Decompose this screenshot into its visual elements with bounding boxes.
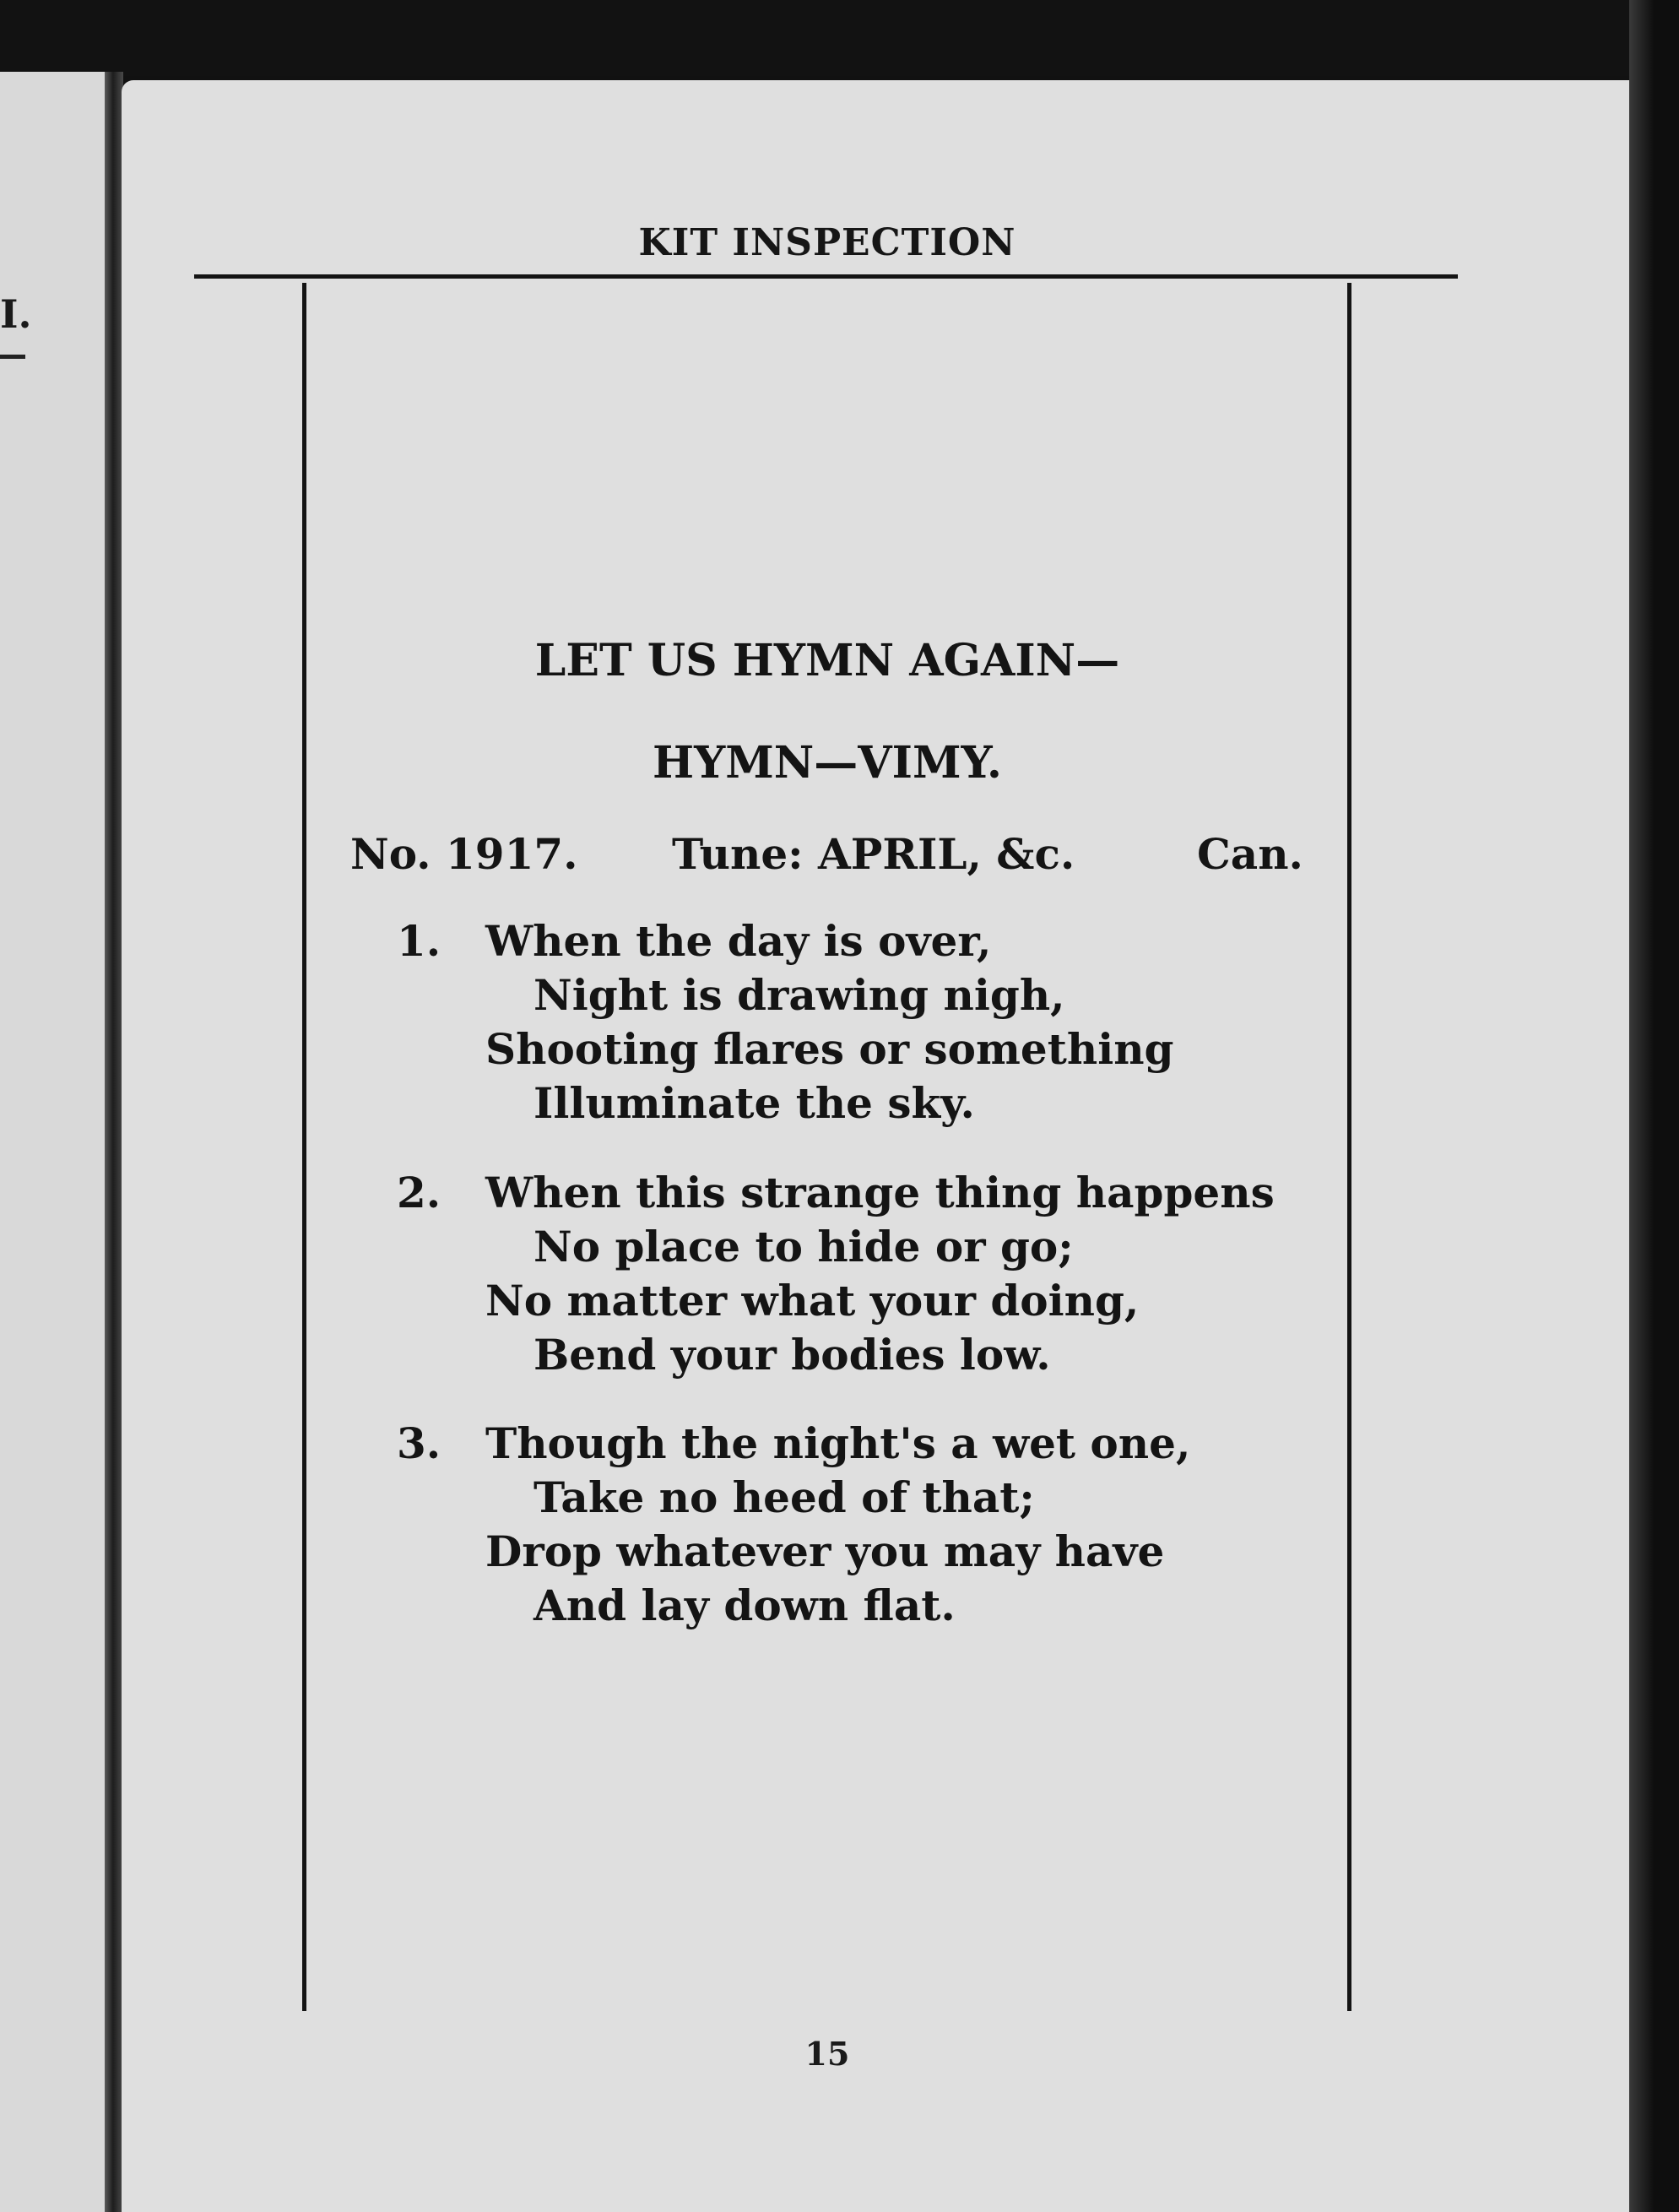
frame-rule-right [1347, 283, 1351, 2011]
verse-line: And lay down flat. [533, 1580, 956, 1630]
facing-page-edge-text: I. [0, 291, 32, 337]
hymn-region: Can. [1197, 829, 1303, 879]
verse-line: Illuminate the sky. [533, 1078, 975, 1128]
verse-line: Shooting flares or something [485, 1024, 1174, 1074]
verse-line: When this strange thing happens [485, 1168, 1275, 1217]
verse-line: Drop whatever you may have [485, 1526, 1165, 1576]
hymn-title: LET US HYMN AGAIN— [534, 635, 1120, 686]
verse-number: 3. [397, 1418, 441, 1468]
hymn-tune: Tune: APRIL, &c. [672, 829, 1075, 879]
facing-page-edge [0, 72, 108, 2212]
verse-number: 1. [397, 916, 441, 966]
scan-right-margin [1629, 0, 1679, 2212]
book-gutter [105, 72, 123, 2212]
verse-line: Though the night's a wet one, [485, 1418, 1191, 1468]
verse-line: No place to hide or go; [533, 1222, 1074, 1271]
running-head: KIT INSPECTION [638, 221, 1016, 264]
frame-rule-left [302, 283, 306, 2011]
scan-top-margin [0, 0, 1679, 76]
page-number: 15 [804, 2035, 850, 2073]
verse-line: Take no heed of that; [533, 1472, 1035, 1522]
book-page [122, 80, 1633, 2212]
verse-line: No matter what your doing, [485, 1276, 1140, 1326]
facing-page-rule [0, 355, 25, 359]
verse-line: When the day is over, [485, 916, 992, 966]
head-rule [194, 274, 1458, 279]
verse-number: 2. [397, 1168, 441, 1217]
hymn-number: No. 1917. [350, 829, 578, 879]
verse-line: Night is drawing nigh, [533, 970, 1065, 1020]
verse-line: Bend your bodies low. [533, 1330, 1051, 1380]
hymn-subtitle: HYMN—VIMY. [652, 737, 1003, 789]
